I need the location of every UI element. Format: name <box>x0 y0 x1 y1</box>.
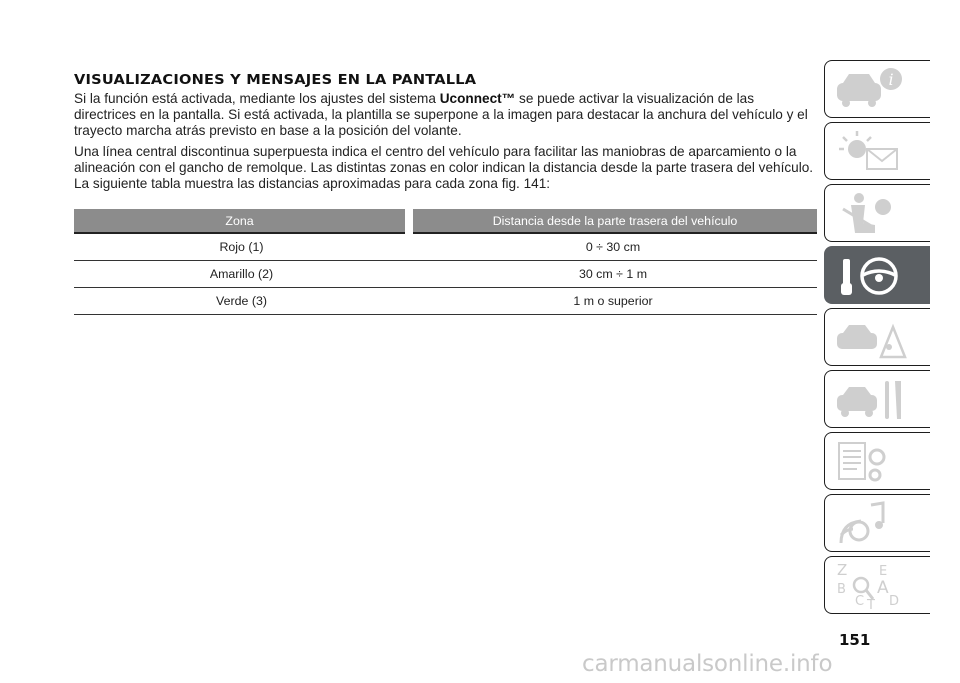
table-row <box>74 233 817 260</box>
table-header-row <box>74 209 817 233</box>
technical-data-icon <box>833 437 923 487</box>
car-maintenance-icon <box>833 375 923 425</box>
distance-table <box>74 209 817 315</box>
index-letter: T <box>867 598 875 611</box>
alphabetical-index-icon <box>833 561 923 611</box>
uconnect-brand-text: Uconnect™ <box>439 91 516 106</box>
page-number: 151 <box>839 631 871 649</box>
paragraph-text: se puede activar la visualización de las directrices en la pantalla. Si está activada, la plantilla se superpone a la imagen para destacar la anchura del vehículo y el trayecto marcha atrás previsto en base a la posición del volante. <box>74 91 808 139</box>
index-letter: A <box>877 578 889 598</box>
tab-multimedia[interactable] <box>824 494 930 552</box>
key-steering-wheel-icon <box>833 251 923 301</box>
index-letter: B <box>837 582 846 597</box>
tab-starting-driving[interactable] <box>824 246 930 304</box>
tab-warning-lights[interactable] <box>824 122 930 180</box>
index-letter: E <box>879 564 888 579</box>
tab-maintenance[interactable] <box>824 370 930 428</box>
watermark: carmanualsonline.info <box>582 651 833 677</box>
table-row <box>74 287 817 314</box>
tab-emergency[interactable] <box>824 308 930 366</box>
svg-text:i: i <box>888 70 894 89</box>
column-header-distance: Distancia desde la parte trasera del vehículo <box>409 209 817 233</box>
zone-cell: Rojo (1) <box>74 233 409 260</box>
distance-cell: 1 m o superior <box>409 287 817 314</box>
seat-airbag-icon <box>833 189 923 239</box>
warning-lights-message-icon <box>833 127 923 177</box>
distance-cell: 0 ÷ 30 cm <box>409 233 817 260</box>
paragraph-zones: Una línea central discontinua superpuesta indica el centro del vehículo para facilitar las maniobras de aparcamiento o la alineación con el gancho de remolque. Las distintas zonas en color indican la distancia desde la parte trasera del vehículo. La siguiente tabla muestra las distancias aproximadas para cada zona fig. 141: <box>74 143 814 192</box>
tab-car-info[interactable] <box>824 60 930 118</box>
paragraph-text: Si la función está activada, mediante los ajustes del sistema <box>74 91 440 106</box>
zone-cell: Amarillo (2) <box>74 260 409 287</box>
tab-index[interactable] <box>824 556 930 614</box>
index-letter: D <box>889 594 900 609</box>
column-header-zone: Zona <box>74 209 409 233</box>
index-letter: C <box>855 594 865 609</box>
zone-cell: Verde (3) <box>74 287 409 314</box>
distance-cell: 30 cm ÷ 1 m <box>409 260 817 287</box>
paragraph-guidelines <box>74 91 819 140</box>
chapter-tabs <box>824 60 930 612</box>
main-content <box>74 72 819 196</box>
multimedia-icon <box>833 499 923 549</box>
tab-technical-data[interactable] <box>824 432 930 490</box>
car-info-icon <box>833 65 923 115</box>
tab-safety[interactable] <box>824 184 930 242</box>
table-row <box>74 260 817 287</box>
index-letter: Z <box>837 561 848 579</box>
car-emergency-icon <box>833 313 923 363</box>
section-title: VISUALIZACIONES Y MENSAJES EN LA PANTALLA <box>74 72 477 88</box>
